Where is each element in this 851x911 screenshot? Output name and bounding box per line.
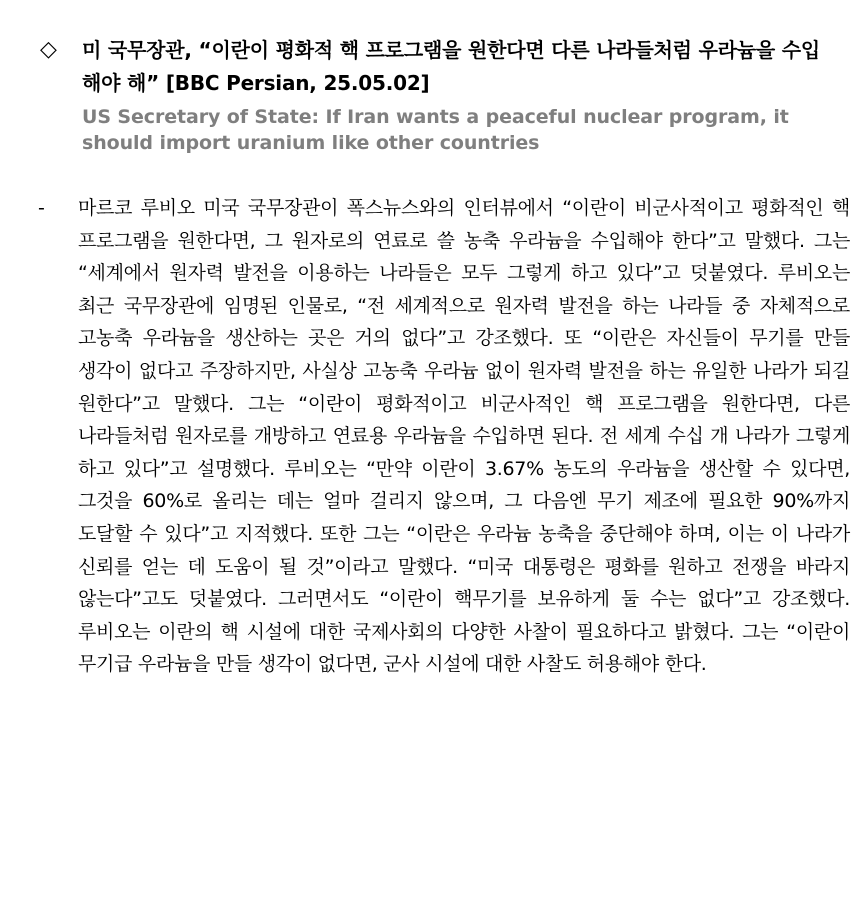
list-dash: - (38, 197, 45, 219)
diamond-bullet-icon: ◇ (40, 37, 57, 62)
headline-title (82, 34, 830, 100)
headline-english-subtitle: US Secretary of State: If Iran wants a peaceful nuclear program, it should import uranium like other countries (82, 106, 789, 154)
news-headline (40, 34, 830, 156)
headline-source: [BBC Persian, 25.05.02] (165, 71, 430, 95)
headline-title-text: 미 국무장관, “이란이 평화적 핵 프로그램을 원한다면 다른 나라들처럼 우라늄을 수입해야 해” (82, 38, 821, 95)
article-body (38, 192, 850, 681)
article-paragraph: 마르코 루비오 미국 국무장관이 폭스뉴스와의 인터뷰에서 “이란이 비군사적이고 평화적인 핵 프로그램을 원한다면, 그 원자로의 연료로 쓸 농축 우라늄을 수입해야 한다”고 말했다. 그는 “세계에서 원자력 발전을 이용하는 나라들은 모두 그렇게 하고 있다”고 덧붙였다. 루비오는 최근 국무장관에 임명된 인물로, “전 세계적으로 원자력 발전을 하는 나라들 중 자체적으로 고농축 우라늄을 생산하는 곳은 거의 없다”고 강조했다. 또 “이란은 자신들이 무기를 만들 생각이 없다고 주장하지만, 사실상 고농축 우라늄 없이 원자력 발전을 하는 유일한 나라가 되길 원한다”고 말했다. 그는 “이란이 평화적이고 비군사적인 핵 프로그램을 원한다면, 다른 나라들처럼 원자로를 개방하고 연료용 우라늄을 수입하면 된다. 전 세계 수십 개 나라가 그렇게 하고 있다”고 설명했다. 루비오는 “만약 이란이 3.67% 농도의 우라늄을 생산할 수 있다면, 그것을 60%로 올리는 데는 얼마 걸리지 않으며, 그 다음엔 무기 제조에 필요한 90%까지 도달할 수 있다”고 지적했다. 또한 그는 “이란은 우라늄 농축을 중단해야 하며, 이는 이 나라가 신뢰를 얻는 데 도움이 될 것”이라고 말했다. “미국 대통령은 평화를 원하고 전쟁을 바라지 않는다”고도 덧붙였다. 그러면서도 “이란이 핵무기를 보유하게 둘 수는 없다”고 강조했다. 루비오는 이란의 핵 시설에 대한 국제사회의 다양한 사찰이 필요하다고 밝혔다. 그는 “이란이 무기급 우라늄을 만들 생각이 없다면, 군사 시설에 대한 사찰도 허용해야 한다. (78, 197, 850, 676)
